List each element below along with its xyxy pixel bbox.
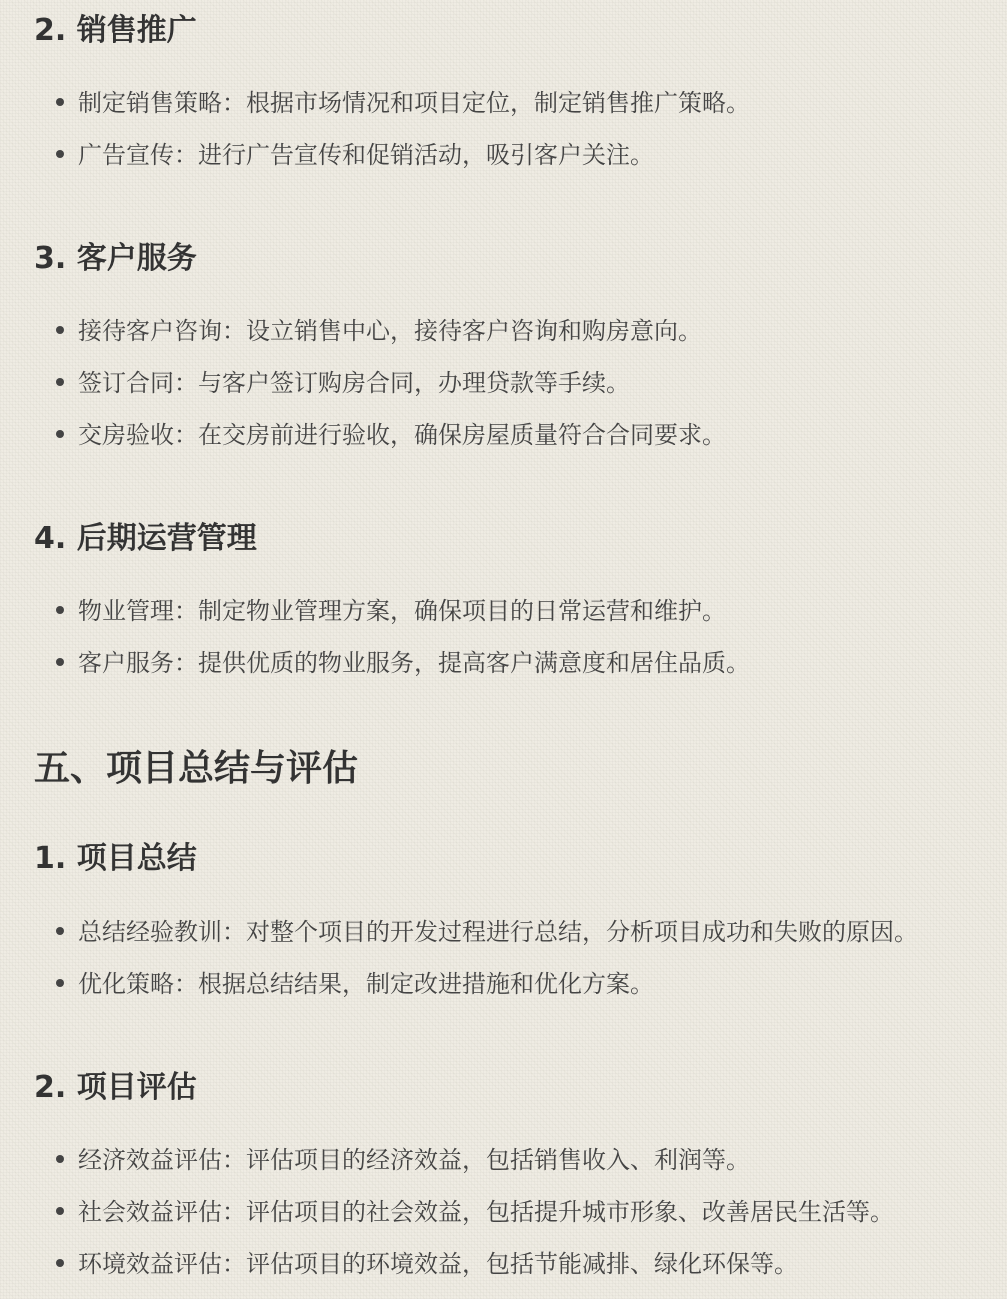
list-item-text: 社会效益评估：评估项目的社会效益，包括提升城市形象、改善居民生活等。 — [78, 1198, 894, 1226]
list-item — [56, 916, 918, 948]
list-item — [56, 1248, 798, 1280]
list-item — [56, 315, 702, 347]
list-item-text: 接待客户咨询：设立销售中心，接待客户咨询和购房意向。 — [78, 317, 702, 345]
list-item-text: 制定销售策略：根据市场情况和项目定位，制定销售推广策略。 — [78, 89, 750, 117]
list-item — [56, 87, 750, 119]
list-item-text: 物业管理：制定物业管理方案，确保项目的日常运营和维护。 — [78, 597, 726, 625]
section-heading-project-evaluation: 2. 项目评估 — [34, 1070, 197, 1105]
list-item — [56, 367, 630, 399]
bullet-icon — [56, 378, 64, 386]
section-heading-post-operation: 4. 后期运营管理 — [34, 521, 257, 556]
list-item-text: 广告宣传：进行广告宣传和促销活动，吸引客户关注。 — [78, 141, 654, 169]
bullet-icon — [56, 927, 64, 935]
bullet-icon — [56, 326, 64, 334]
bullet-icon — [56, 430, 64, 438]
list-item — [56, 139, 654, 171]
list-item-text: 客户服务：提供优质的物业服务，提高客户满意度和居住品质。 — [78, 649, 750, 677]
bullet-icon — [56, 606, 64, 614]
bullet-icon — [56, 1207, 64, 1215]
bullet-icon — [56, 98, 64, 106]
list-item — [56, 595, 726, 627]
list-item-text: 优化策略：根据总结结果，制定改进措施和优化方案。 — [78, 970, 654, 998]
bullet-icon — [56, 1155, 64, 1163]
section-heading-project-summary: 1. 项目总结 — [34, 841, 197, 876]
list-item — [56, 1196, 894, 1228]
list-item — [56, 968, 654, 1000]
list-item-text: 环境效益评估：评估项目的环境效益，包括节能减排、绿化环保等。 — [78, 1250, 798, 1278]
chapter-heading: 五、项目总结与评估 — [34, 748, 359, 789]
bullet-icon — [56, 150, 64, 158]
bullet-icon — [56, 1259, 64, 1267]
list-item — [56, 419, 726, 451]
list-item-text: 总结经验教训：对整个项目的开发过程进行总结，分析项目成功和失败的原因。 — [78, 918, 918, 946]
section-heading-sales-promotion: 2. 销售推广 — [34, 13, 197, 48]
list-item-text: 经济效益评估：评估项目的经济效益，包括销售收入、利润等。 — [78, 1146, 750, 1174]
section-heading-customer-service: 3. 客户服务 — [34, 241, 197, 276]
bullet-icon — [56, 658, 64, 666]
bullet-icon — [56, 979, 64, 987]
list-item-text: 交房验收：在交房前进行验收，确保房屋质量符合合同要求。 — [78, 421, 726, 449]
list-item — [56, 647, 750, 679]
list-item-text: 签订合同：与客户签订购房合同，办理贷款等手续。 — [78, 369, 630, 397]
list-item — [56, 1144, 750, 1176]
